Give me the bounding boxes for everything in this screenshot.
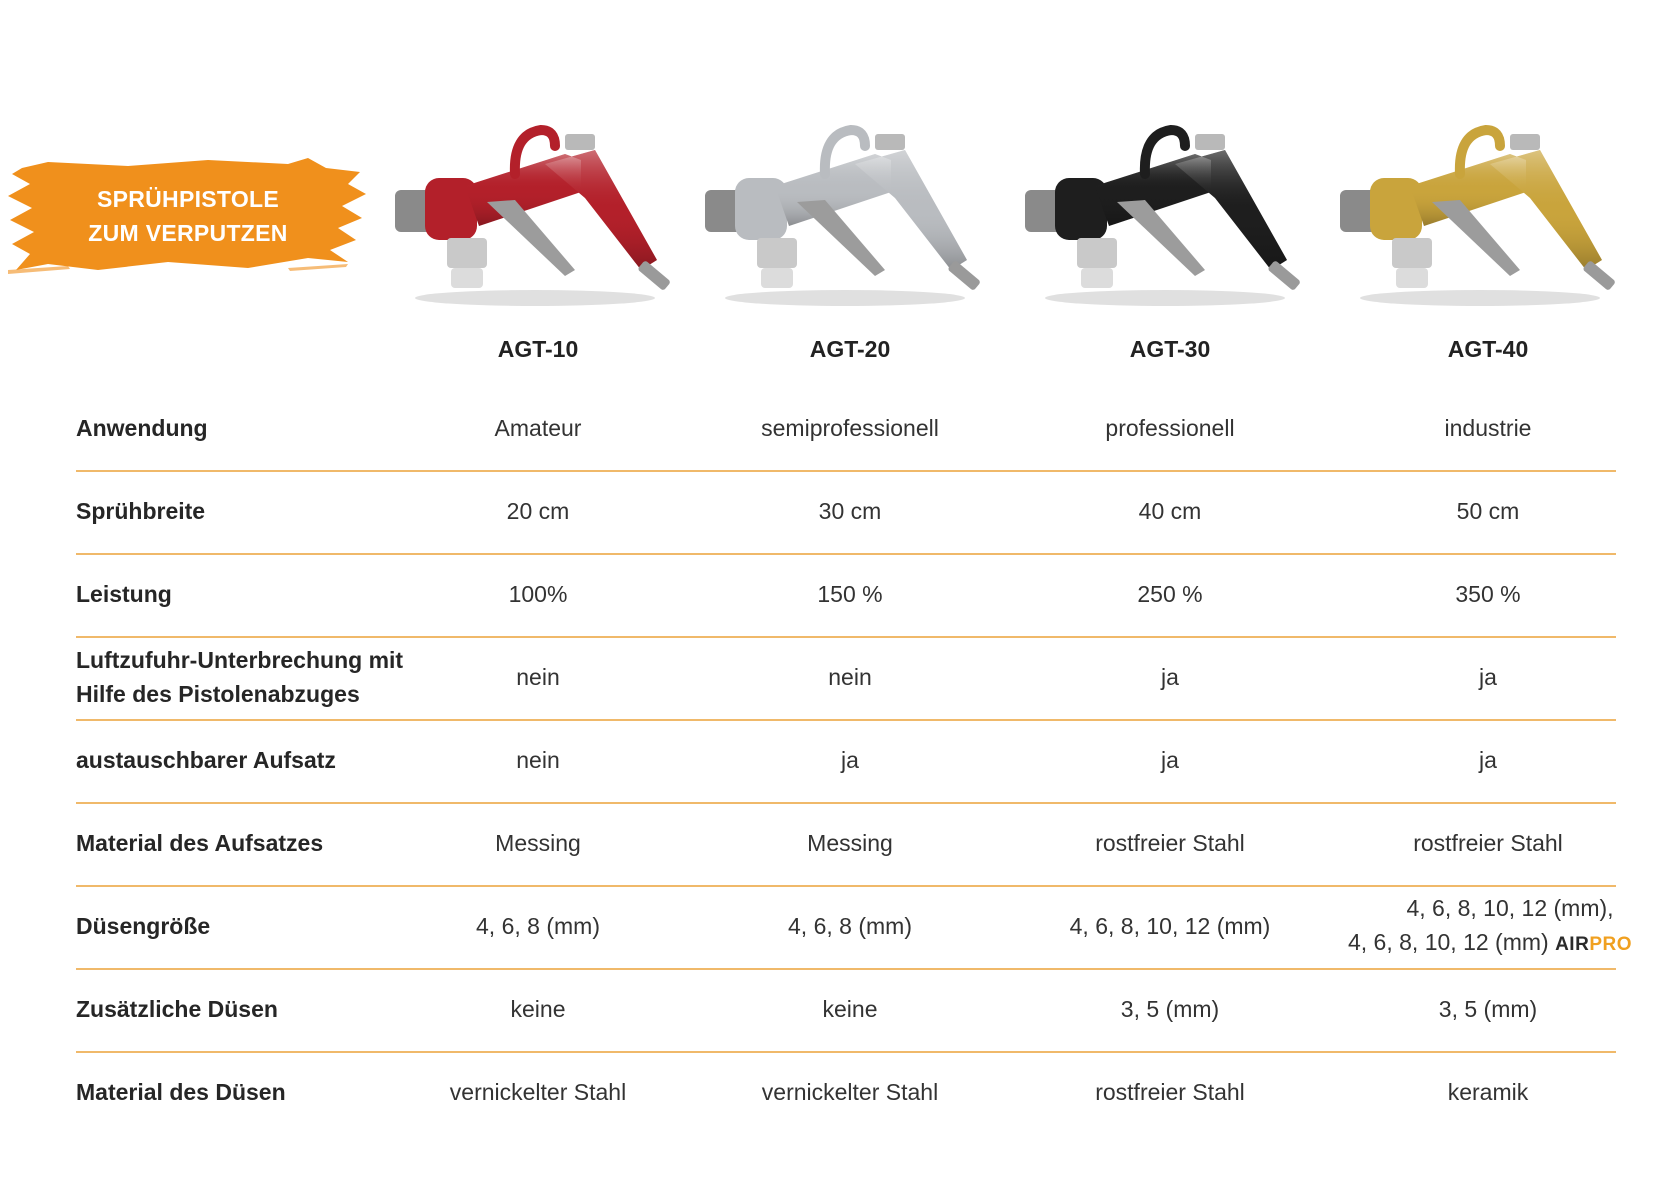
cell-value: rostfreier Stahl (1095, 830, 1245, 856)
cell-value: 3, 5 (mm) (1438, 996, 1538, 1022)
cell-value-multiline (1300, 885, 1677, 967)
cell-value: vernickelter Stahl (449, 1079, 627, 1105)
cell-value: 250 % (1137, 581, 1203, 607)
cell-value: 100% (508, 581, 568, 607)
airpro-logo: AIRPRO (1555, 933, 1632, 955)
nozzle-size-line-1: 4, 6, 8, 10, 12 (mm), (1406, 894, 1614, 921)
cell-value: keine (510, 996, 566, 1022)
table-row (0, 719, 1677, 801)
cell-value: 30 cm (818, 498, 882, 524)
cell-value: 50 cm (1456, 498, 1520, 524)
row-label: Luftzufuhr-Unterbrechung mit Hilfe des Pistolenabzuges (76, 647, 404, 707)
nozzle-size-airpro: 4, 6, 8, 10, 12 (mm) (1347, 928, 1549, 955)
cell-value: rostfreier Stahl (1095, 1079, 1245, 1105)
cell-value: semiprofessionell (761, 415, 939, 441)
table-row (0, 636, 1677, 718)
table-row (0, 802, 1677, 884)
cell-value: vernickelter Stahl (761, 1079, 939, 1105)
table-row (0, 885, 1677, 967)
cell-value: nein (516, 664, 560, 690)
cell-value: 40 cm (1138, 498, 1202, 524)
cell-value: keine (822, 996, 878, 1022)
row-label: Anwendung (76, 415, 208, 441)
cell-value: Messing (807, 830, 893, 856)
table-row (0, 1051, 1677, 1133)
cell-value: rostfreier Stahl (1413, 830, 1563, 856)
title-banner (8, 158, 368, 276)
table-row (0, 387, 1677, 469)
cell-value: 3, 5 (mm) (1120, 996, 1220, 1022)
cell-value: ja (1479, 664, 1497, 690)
cell-value: nein (516, 747, 560, 773)
cell-value: 4, 6, 8 (mm) (476, 913, 600, 939)
cell-value: ja (1479, 747, 1497, 773)
row-label: austauschbarer Aufsatz (76, 747, 336, 773)
banner-line-1: SPRÜHPISTOLE (96, 186, 280, 212)
cell-value: 20 cm (506, 498, 570, 524)
cell-value: ja (841, 747, 859, 773)
banner-line-2: ZUM VERPUTZEN (88, 220, 288, 246)
cell-value: 350 % (1455, 581, 1521, 607)
cell-value: Amateur (494, 415, 582, 441)
cell-value: Messing (495, 830, 581, 856)
row-label: Leistung (76, 581, 172, 607)
spray-gun-gold-icon (1340, 120, 1630, 320)
cell-value: ja (1161, 664, 1179, 690)
model-name: AGT-30 (1129, 336, 1211, 362)
row-label: Material des Düsen (76, 1079, 286, 1105)
cell-value: 4, 6, 8, 10, 12 (mm) (1069, 913, 1271, 939)
row-label: Material des Aufsatzes (76, 830, 324, 856)
cell-value: 150 % (817, 581, 883, 607)
spray-gun-black-icon (1025, 120, 1315, 320)
row-label: Sprühbreite (76, 498, 206, 524)
model-name: AGT-10 (497, 336, 579, 362)
table-row (0, 553, 1677, 635)
cell-value: 4, 6, 8 (mm) (788, 913, 912, 939)
cell-value: ja (1161, 747, 1179, 773)
spray-gun-red-icon (395, 120, 685, 320)
row-label: Düsengröße (76, 913, 211, 939)
model-name: AGT-20 (809, 336, 891, 362)
nozzle-size-line-2 (1348, 925, 1632, 962)
cell-value: industrie (1444, 415, 1532, 441)
cell-value: nein (828, 664, 872, 690)
cell-value: professionell (1105, 415, 1235, 441)
cell-value: keramik (1447, 1079, 1529, 1105)
spray-gun-silver-icon (705, 120, 995, 320)
table-row (0, 968, 1677, 1050)
row-label: Zusätzliche Düsen (76, 996, 278, 1022)
table-row (0, 470, 1677, 552)
model-name: AGT-40 (1447, 336, 1529, 362)
